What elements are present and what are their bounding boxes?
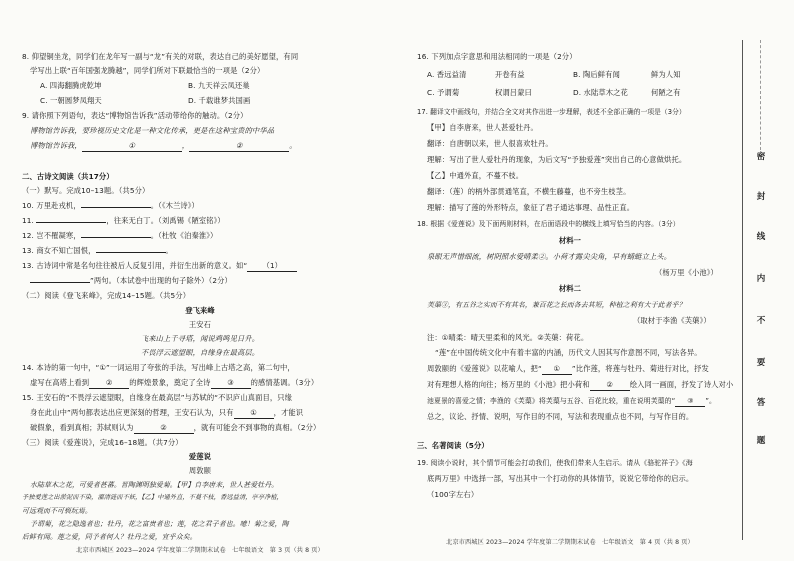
q19-line-3: （100字左右） xyxy=(427,490,479,499)
q9-blank-2-label: ② xyxy=(235,141,243,150)
prose-line-3: 可远观而不可亵玩焉。 xyxy=(22,507,92,515)
q10-text: 10. 万里赴戎机， xyxy=(22,201,81,210)
q15-line-3 xyxy=(30,423,320,434)
poem-line-1: 飞来山上千寻塔，闻说鸡鸣见日升。 xyxy=(140,334,260,343)
exam-page-4 xyxy=(405,0,735,561)
q14-line-2 xyxy=(30,378,318,389)
para-line-4 xyxy=(427,396,716,407)
section-3-title: 三、名著阅读（5分） xyxy=(417,441,489,450)
seal-char-3: 线 xyxy=(756,232,766,242)
q19-line-1: 19. 阅读小说时，其个情节可能会打动我们，使我们带来人生启示。请从《骆驼祥子》《海 xyxy=(417,459,693,467)
para-text-3b: 绘入同一画面，抒发了诗人对小 xyxy=(629,380,734,389)
prose-line-1: 水陆草木之花，可爱者甚蕃。晋陶渊明独爱菊。【甲】自李唐来，世人甚爱牡丹。 xyxy=(30,481,279,489)
q9-prefix: 博物馆告诉我， xyxy=(30,141,82,150)
q13-text: 13. 古诗词中常是名句往往被后人反复引用，并衍生出新的意义。如“ xyxy=(22,261,248,270)
q15-text-c: 破假象，看到真相；苏轼则认为 xyxy=(30,423,134,432)
q8-option-b: B. 九天祥云凤还巢 xyxy=(188,81,250,90)
para-text-4: 池夏景的喜爱之情；李渔的《芙蕖》将芙蕖与五谷、百花比较，重在说明芙蕖的“ xyxy=(427,397,676,405)
q9-line-1: 9. 请你照下列语句，表达“博物馆告诉我”活动带给你的触动。（2分） xyxy=(22,111,248,120)
q12-text: 12. 岂不罹凝寒， xyxy=(22,231,81,240)
prose-title: 爱莲说 xyxy=(188,452,212,461)
q9-blank-1-label: ① xyxy=(128,141,136,150)
seal-char-8: 题 xyxy=(756,436,766,446)
q13-tail: ”两句。（本试卷中出现的句子除外）（2分） xyxy=(90,276,232,285)
para-blank-3[interactable] xyxy=(675,396,705,407)
q10 xyxy=(22,201,199,211)
q13-blank[interactable] xyxy=(247,261,297,272)
q14-blank-2[interactable] xyxy=(89,378,129,389)
material-2-title: 材料二 xyxy=(558,284,582,293)
q15-blank-2-label: ② xyxy=(160,423,167,432)
poem-line-2: 不畏浮云遮望眼，自缘身在最高层。 xyxy=(140,348,260,357)
seal-char-1: 密 xyxy=(756,152,766,162)
para-blank-2-label: ② xyxy=(606,380,614,389)
para-line-5: 总之，议论、抒情、说明，写作目的不同，写法和表现重点也不同，与写作目的。 xyxy=(427,412,694,421)
q16-option-a: A. 香远益清 xyxy=(427,70,467,79)
q16-option-d: D. 水陆草木之花 xyxy=(573,88,628,97)
prose-line-5: 后鲜有闻。莲之爱，同予者何人？牡丹之爱，宜乎众矣。 xyxy=(22,533,197,541)
para-line-3 xyxy=(427,380,733,391)
q14-line-1: 14. 本诗的第一句中，“①”一词运用了夸张的手法，写出峰上古塔之高，第二句中， xyxy=(22,363,295,372)
para-text-3: 对有理想人格的向往；杨万里的《小池》把小荷和 xyxy=(427,380,590,389)
q16-option-b-pair: 鲜为人知 xyxy=(651,70,681,79)
q13-blank-2[interactable] xyxy=(30,282,90,283)
q12-tail: 。（杜牧《泊秦淮》） xyxy=(150,231,218,240)
q16-option-d-pair: 何陋之有 xyxy=(651,88,681,97)
footer-page-3: 北京市西城区 2023—2024 学年度第二学期期末试卷 七年级语文 第 3 页（共 8 页） xyxy=(76,547,324,554)
q8-line-2: 学写出上联“百年国强龙腾越”，同学们所对下联最恰当的一项是（2分） xyxy=(30,66,265,75)
q13-blank-label: （1） xyxy=(262,261,283,270)
q14-text-b: 的辉煌景象，奠定了全诗 xyxy=(129,378,211,387)
q8-option-d: D. 千载谁梦共国画 xyxy=(188,96,251,105)
material-note: 注：①晴柔：晴天里柔和的风光。②芙蕖：荷花。 xyxy=(427,333,589,342)
para-blank-2[interactable] xyxy=(590,380,630,391)
q11 xyxy=(22,216,225,226)
seal-char-7: 答 xyxy=(756,398,766,408)
material-2-source: （取材于李渔《芙蕖》） xyxy=(633,316,711,325)
q18-line-1: 18. 根据《爱莲说》及下面两则材料，在后面语段中的横线上填写恰当的内容。（3分） xyxy=(417,220,680,228)
q10-blank[interactable] xyxy=(81,207,151,208)
q17-b-understanding: 理解：描写了莲的外形特点，象征了君子通达事理、品性正直。 xyxy=(427,203,635,212)
q8-option-c: C. 一朝圆梦凤翔天 xyxy=(40,96,102,105)
prose-author: 周敦颐 xyxy=(188,466,212,475)
q14-blank-3[interactable] xyxy=(211,378,251,389)
q16-option-a-pair: 开卷有益 xyxy=(495,70,525,79)
seal-char-5: 不 xyxy=(756,316,766,326)
q13-pre: 13. 商女不知亡国恨， 。 xyxy=(22,246,173,255)
q14-tail: 的感情基调。（3分） xyxy=(250,378,319,387)
q13-line-2 xyxy=(30,276,232,286)
para-text-4b: ”。 xyxy=(705,397,717,405)
material-1-title: 材料一 xyxy=(558,236,582,245)
seal-char-4: 内 xyxy=(756,274,766,284)
seal-char-2: 封 xyxy=(756,192,766,202)
section-2-title: 二、古诗文阅读（共17分） xyxy=(22,172,114,181)
q19-line-2: 底两万里》中选择一部，写出其中一个打动你的具体情节，说说它带给你的启示。 xyxy=(427,474,694,483)
material-1-source: （杨万里《小池》） xyxy=(655,268,718,277)
q13-pre-blank[interactable] xyxy=(96,252,166,253)
para-text-2: 周敦颐的《爱莲说》以花喻人，把“ xyxy=(427,364,542,373)
q9-blank-2[interactable] xyxy=(189,141,289,152)
q8-line-1: 8. 仰望铜坐龙，同学们在龙年写一副与“龙”有关的对联，表达自己的美好愿望，有同 xyxy=(22,52,299,61)
q11-tail: ，往来无白丁。（刘禹锡《陋室铭》） xyxy=(106,216,225,225)
q12 xyxy=(22,231,217,241)
q15-blank-2[interactable] xyxy=(134,423,194,434)
q15-text: 身在此山中”两句都表达出应更深刻的哲理，王安石认为，只有 xyxy=(30,408,234,417)
q15-text-b: ，才能识 xyxy=(273,408,304,417)
prose-line-4: 予谓菊，花之隐逸者也；牡丹，花之富贵者也；莲，花之君子者也。噫！菊之爱，陶 xyxy=(30,520,289,528)
q16-title: 16. 下列加点字意思和用法相同的一项是（2分） xyxy=(417,52,577,61)
seal-char-6: 要 xyxy=(756,358,766,368)
q12-blank[interactable] xyxy=(81,237,151,238)
q15-blank-1-label: ① xyxy=(250,408,257,417)
q16-option-c: C. 予谓菊 xyxy=(427,88,460,97)
prose-line-2: 予独爱莲之出淤泥而不染，濯清涟而不妖，【乙】中通外直，不蔓不枝，香远益清，亭亭净植， xyxy=(22,494,283,501)
q17-yi: 【乙】中通外直，不蔓不枝。 xyxy=(427,171,524,180)
q15-line-1: 15. 王安石的“不畏浮云遮望眼，自缘身在最高层”与苏轼的“不识庐山真面目，只缘 xyxy=(22,393,293,402)
q16-option-c-pair: 权谓吕蒙曰 xyxy=(495,88,532,97)
poem-title: 登飞来峰 xyxy=(185,306,215,315)
material-1-text: 泉眼无声惜细流，树阴照水爱晴柔②。小荷才露尖尖角，早有蜻蜓立上头。 xyxy=(427,252,672,261)
q9-answer-line: 博物馆告诉我， ① ， ② 。 xyxy=(30,141,297,150)
para-blank-3-label: ③ xyxy=(687,397,694,405)
q11-text: 11. xyxy=(22,216,37,225)
q9-blank-1[interactable] xyxy=(82,141,182,152)
q13-pre-text: 13. 商女不知亡国恨， xyxy=(22,246,96,255)
q11-blank[interactable] xyxy=(36,222,106,223)
q14-blank-3-label: ③ xyxy=(227,378,234,387)
q15-line-2 xyxy=(30,408,303,419)
q15-blank-1[interactable] xyxy=(234,408,274,419)
sub-1-title: （一）默写。完成10–13题。（共5分） xyxy=(22,186,150,195)
para-blank-1-label: ① xyxy=(553,364,561,373)
q17-a-understanding: 理解：写出了世人爱牡丹的现象，为后文写“予独爱莲”突出自己的心意做烘托。 xyxy=(427,155,687,164)
q17-line-1: 17. 翻译文中画线句，并结合全文对其作出进一步理解，表述不全部正确的一项是（3分） xyxy=(417,108,686,116)
q14-text: 虚写在高塔上看到 xyxy=(30,378,90,387)
q14-blank-2-label: ② xyxy=(105,378,113,387)
poem-author: 王安石 xyxy=(188,320,212,329)
q17-b-translation: 翻译：（莲）的柄外部贯通笔直，不横生藤蔓，也不旁生枝茎。 xyxy=(427,187,631,196)
seal-dash-top xyxy=(760,40,761,150)
q17-jia: 【甲】自李唐来，世人甚爱牡丹。 xyxy=(427,123,538,132)
material-2-text: 芙蕖③，有五谷之实而不有其名，兼百花之长而各去其短，种植之利有大于此者乎？ xyxy=(427,301,686,309)
q9-example: 博物馆告诉我，要珍视历史文化是一种文化传承，更是在这种宝贵的中华品 xyxy=(30,126,275,135)
para-text-2b: ”比作莲，将莲与牡丹、菊进行对比，抒发 xyxy=(571,364,709,373)
para-line-1: “莲”在中国传统文化中有着丰富的内涵，历代文人因其写作意图不同，写法各异。 xyxy=(435,348,702,357)
para-line-2 xyxy=(427,364,709,375)
q10-tail: 。（《木兰诗》） xyxy=(150,201,199,210)
para-blank-1[interactable] xyxy=(542,364,572,375)
q13-line-1 xyxy=(22,261,297,272)
sub-2-title: （二）阅读《登飞来峰》，完成14–15题。（共5分） xyxy=(22,291,191,300)
q16-option-b: B. 陶后鲜有闻 xyxy=(573,70,620,79)
q17-a-translation: 翻译：自唐朝以来，世人很喜欢牡丹。 xyxy=(427,139,553,148)
binding-margin-line xyxy=(742,40,743,540)
q8-option-a: A. 四海翻腾虎乾坤 xyxy=(40,81,102,90)
q15-tail: ，就有可能会不到事物的真相。（2分） xyxy=(193,423,321,432)
footer-page-4: 北京市西城区 2023—2024 学年度第二学期期末试卷 七年级语文 第 4 页（共 8 页） xyxy=(446,539,694,546)
sub-3-title: （三）阅读《爱莲说》，完成16–18题。（共7分） xyxy=(22,438,183,447)
